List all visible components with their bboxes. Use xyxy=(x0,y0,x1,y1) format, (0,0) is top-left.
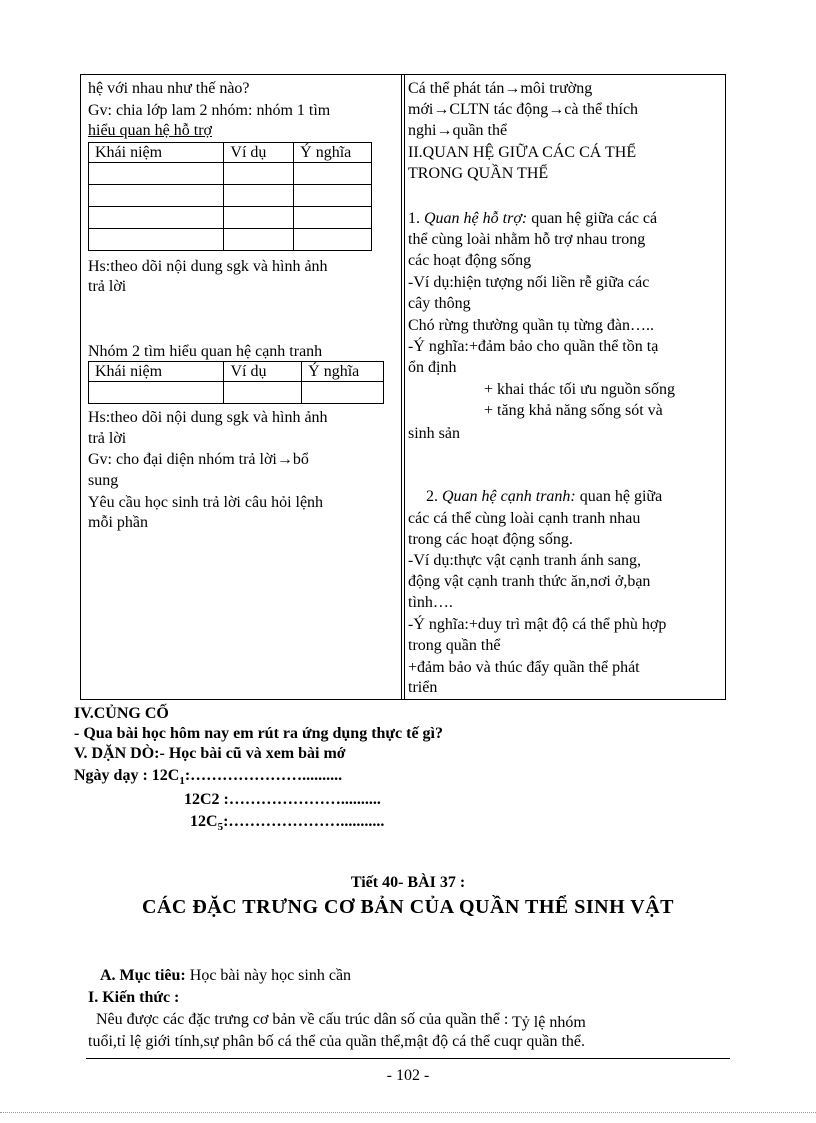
table-row xyxy=(89,163,372,185)
date-dots: :…………………........... xyxy=(223,813,385,830)
right-line: + khai thác tối ưu nguồn sống xyxy=(484,381,676,398)
item-text: quan hệ giữa xyxy=(575,488,663,505)
right-line: các cá thể cùng loài cạnh tranh nhau xyxy=(408,510,641,527)
item-title: Quan hệ hỗ trợ: xyxy=(424,210,528,227)
competition-relation-table xyxy=(88,361,384,404)
paragraph-text: Tỷ lệ nhóm xyxy=(512,1014,586,1031)
lesson-number: Tiết 40- BÀI 37 : xyxy=(350,874,466,891)
table-header: Ví dụ xyxy=(224,362,302,382)
right-line: động vật cạnh tranh thức ăn,nơi ở,bạn xyxy=(408,573,651,590)
left-line: mỗi phần xyxy=(88,514,148,531)
right-line: tình…. xyxy=(408,594,453,611)
right-line: Chó rừng thường quần tụ từng đàn….. xyxy=(408,317,655,334)
knowledge-heading: I. Kiến thức : xyxy=(88,989,180,1006)
column-divider xyxy=(401,75,405,699)
right-line: các hoạt động sống xyxy=(408,252,532,269)
objective-label: A. Mục tiêu: xyxy=(100,967,186,984)
item-number: 2. xyxy=(426,488,442,505)
class-label: 12C xyxy=(190,813,218,830)
right-line: triển xyxy=(408,679,438,696)
right-line: -Ý nghĩa:+đảm bảo cho quần thể tồn tạ xyxy=(408,338,659,355)
left-line: Hs:theo dõi nội dung sgk và hình ảnh xyxy=(88,258,328,275)
footer-rule xyxy=(86,1058,730,1059)
date-dots: :………………….......... xyxy=(184,767,343,784)
table-row xyxy=(89,185,372,207)
left-line: Gv: cho đại diện nhóm trả lời→bổ xyxy=(88,451,309,468)
left-line xyxy=(88,342,322,362)
teaching-date-label: Ngày dạy : 12C xyxy=(74,767,180,784)
objective-line xyxy=(100,966,351,986)
table-header: Ý nghĩa xyxy=(302,362,384,382)
table-header: Ví dụ xyxy=(224,143,294,163)
section-heading: TRONG QUẦN THỂ xyxy=(408,165,549,182)
class-line xyxy=(190,812,384,837)
right-line: nghi→quần thể xyxy=(408,122,508,139)
item-title: Quan hệ cạnh tranh: xyxy=(442,488,576,505)
right-line: -Ví dụ:hiện tượng nối liền rễ giữa các xyxy=(408,274,650,291)
knowledge-paragraph-line xyxy=(96,1010,586,1030)
table-header: Khái niệm xyxy=(89,143,224,163)
objective-text: Học bài này học sinh cần xyxy=(185,967,352,984)
teaching-date-line xyxy=(74,766,342,791)
left-line: Yêu cầu học sinh trả lời câu hỏi lệnh xyxy=(88,494,324,511)
right-line: mới→CLTN tác động→cà thể thích xyxy=(408,101,639,118)
right-line: + tăng khả năng sống sót và xyxy=(484,402,663,419)
left-line: sung xyxy=(88,472,119,489)
page-number: - 102 - xyxy=(386,1067,430,1084)
right-line: trong các hoạt động sống. xyxy=(408,531,573,548)
class-subscript: 1 xyxy=(179,775,185,788)
table-header-row xyxy=(89,143,372,163)
support-relation-table xyxy=(88,142,372,251)
left-line: Gv: chia lớp lam 2 nhóm: nhóm 1 tìm xyxy=(88,102,331,119)
left-line: trả lời xyxy=(88,278,127,295)
class-subscript: 5 xyxy=(217,821,224,834)
class-line: 12C2 :………………….......... xyxy=(184,791,381,808)
left-line-text: hiểu quan hệ hỗ trợ xyxy=(88,122,212,139)
right-line: ổn định xyxy=(408,359,457,376)
right-line xyxy=(426,487,662,507)
paragraph-text: Nêu được các đặc trưng cơ bản về cấu trúc dân số của quần thể : xyxy=(96,1011,513,1028)
section-heading: II.QUAN HỆ GIỮA CÁC CÁ THỂ xyxy=(408,144,637,161)
item-text: quan hệ giữa các cá xyxy=(527,210,658,227)
section-heading-dan-do: V. DẶN DÒ:- Học bài cũ và xem bài mớ xyxy=(74,745,346,762)
knowledge-paragraph-line: tuổi,tỉ lệ giới tính,sự phân bố cá thể của quần thể,mật độ cá thể cuqr quần thể. xyxy=(88,1033,585,1050)
right-line: sinh sản xyxy=(408,425,460,442)
left-line: Hs:theo dõi nội dung sgk và hình ảnh xyxy=(88,409,328,426)
table-row xyxy=(89,207,372,229)
right-line: -Ý nghĩa:+duy trì mật độ cá thể phù hợp xyxy=(408,616,667,633)
right-line: thể cùng loài nhằm hỗ trợ nhau trong xyxy=(408,231,646,248)
left-line-text: Nhóm 2 tìm hiểu quan hệ cạnh tranh xyxy=(88,343,323,360)
left-line: hệ với nhau như thế nào? xyxy=(88,80,250,97)
lesson-title: CÁC ĐẶC TRƯNG CƠ BẢN CỦA QUẦN THỂ SINH VẬT xyxy=(142,896,674,918)
right-line: Cá thể phát tán→môi trường xyxy=(408,80,593,97)
item-number: 1. xyxy=(408,210,424,227)
lesson-table xyxy=(80,74,726,700)
table-header-row xyxy=(89,362,384,382)
left-line xyxy=(88,121,212,141)
table-row xyxy=(89,382,384,404)
right-line: +đảm bảo và thúc đẩy quần thể phát xyxy=(408,659,640,676)
right-line: trong quần thể xyxy=(408,637,501,654)
right-line: cây thông xyxy=(408,295,471,312)
right-line xyxy=(408,209,657,229)
table-header: Ý nghĩa xyxy=(294,143,372,163)
review-question: - Qua bài học hôm nay em rút ra ứng dụng thực tế gì? xyxy=(74,725,443,742)
table-row xyxy=(89,229,372,251)
page-edge-dotted-rule xyxy=(0,1112,816,1113)
table-header: Khái niệm xyxy=(89,362,224,382)
left-line: trả lời xyxy=(88,430,127,447)
right-line: -Ví dụ:thực vật cạnh tranh ánh sang, xyxy=(408,552,642,569)
section-heading-cung-co: IV.CỦNG CỐ xyxy=(74,705,169,722)
